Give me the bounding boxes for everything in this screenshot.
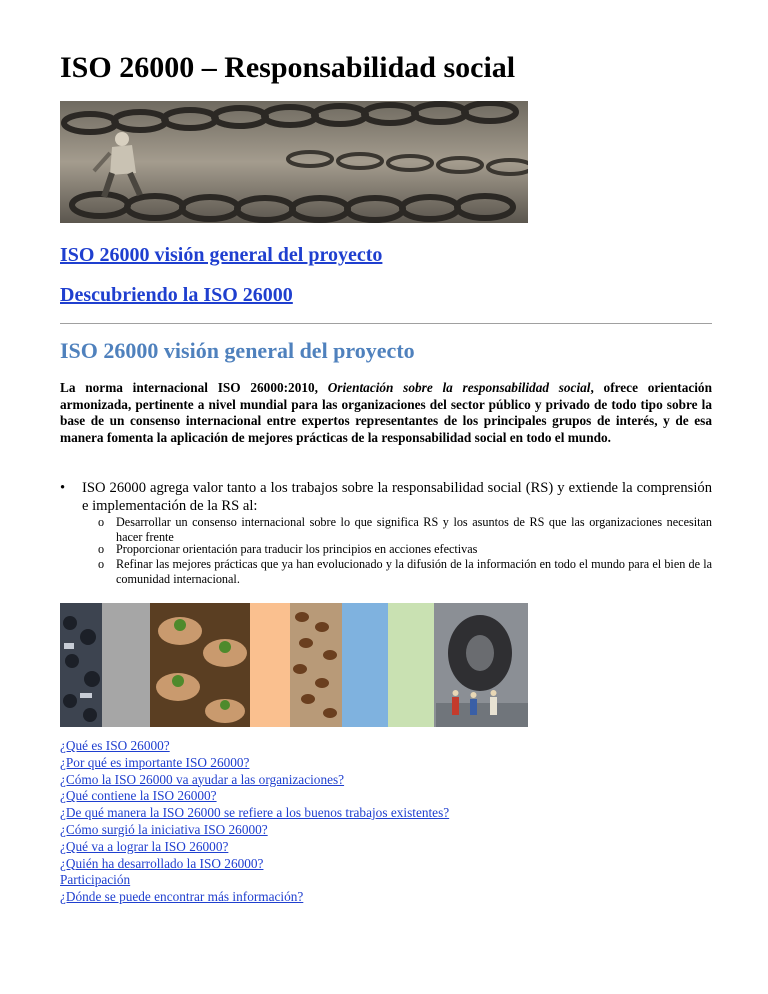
circle-bullet-icon: o: [98, 542, 105, 556]
faq-link[interactable]: ¿Dónde se puede encontrar más información?: [60, 889, 304, 905]
sub-item-text: Proporcionar orientación para traducir los principios en acciones efectivas: [116, 542, 478, 556]
faq-link[interactable]: ¿Por qué es importante ISO 26000?: [60, 754, 250, 770]
faq-link[interactable]: ¿Qué contiene la ISO 26000?: [60, 788, 217, 804]
sub-list-item: [98, 557, 712, 586]
sub-list-item: [98, 542, 712, 557]
photo-strip-banner: [60, 603, 528, 727]
bullet-dot-icon: •: [60, 480, 66, 496]
faq-link-list: [60, 738, 449, 906]
toc-link-overview[interactable]: ISO 26000 visión general del proyecto: [60, 244, 383, 266]
intro-text-part2: , ofrece orientación armonizada, pertinente a nivel mundial para las organizaciones del sector público y privado de todo tipo sobre la base de un consenso internacional entre expertos representantes de los principales grupos de interés, y de esa manera fomenta la aplicación de mejores prácticas de la responsabilidad social en todo el mundo.: [60, 380, 712, 445]
circle-bullet-icon: o: [98, 557, 105, 571]
bullet-text: ISO 26000 agrega valor tanto a los trabajos sobre la responsabilidad social (RS) y extiende la comprensión e implementación de la RS al:: [82, 480, 712, 514]
hero-image-chains: [60, 101, 528, 223]
bullet-item: [60, 480, 712, 515]
intro-text-italic: Orientación sobre la responsabilidad social: [327, 380, 591, 395]
faq-link[interactable]: ¿Quién ha desarrollado la ISO 26000?: [60, 855, 264, 871]
faq-link[interactable]: ¿Qué va a lograr la ISO 26000?: [60, 838, 229, 854]
sub-list-item: [98, 515, 712, 544]
faq-link[interactable]: ¿Cómo surgió la iniciativa ISO 26000?: [60, 821, 268, 837]
faq-link[interactable]: Participación: [60, 872, 131, 888]
sub-item-text: Refinar las mejores prácticas que ya han evolucionado y la difusión de la información en todo el mundo para el bien de la comunidad internacional.: [116, 557, 712, 586]
section-heading: ISO 26000 visión general del proyecto: [60, 338, 415, 363]
sub-item-text: Desarrollar un consenso internacional sobre lo que significa RS y los asuntos de RS que las organizaciones necesitan hacer frente: [116, 515, 712, 544]
faq-link[interactable]: ¿De qué manera la ISO 26000 se refiere a los buenos trabajos existentes?: [60, 805, 450, 821]
faq-link[interactable]: ¿Qué es ISO 26000?: [60, 738, 170, 753]
page-title: ISO 26000 – Responsabilidad social: [60, 51, 516, 84]
toc-link-discovering[interactable]: Descubriendo la ISO 26000: [60, 284, 293, 306]
intro-text-part1: La norma internacional ISO 26000:2010,: [60, 380, 328, 395]
circle-bullet-icon: o: [98, 515, 105, 529]
intro-paragraph: [60, 380, 712, 446]
section-divider: [60, 323, 712, 324]
faq-link[interactable]: ¿Cómo la ISO 26000 va ayudar a las organizaciones?: [60, 771, 345, 787]
